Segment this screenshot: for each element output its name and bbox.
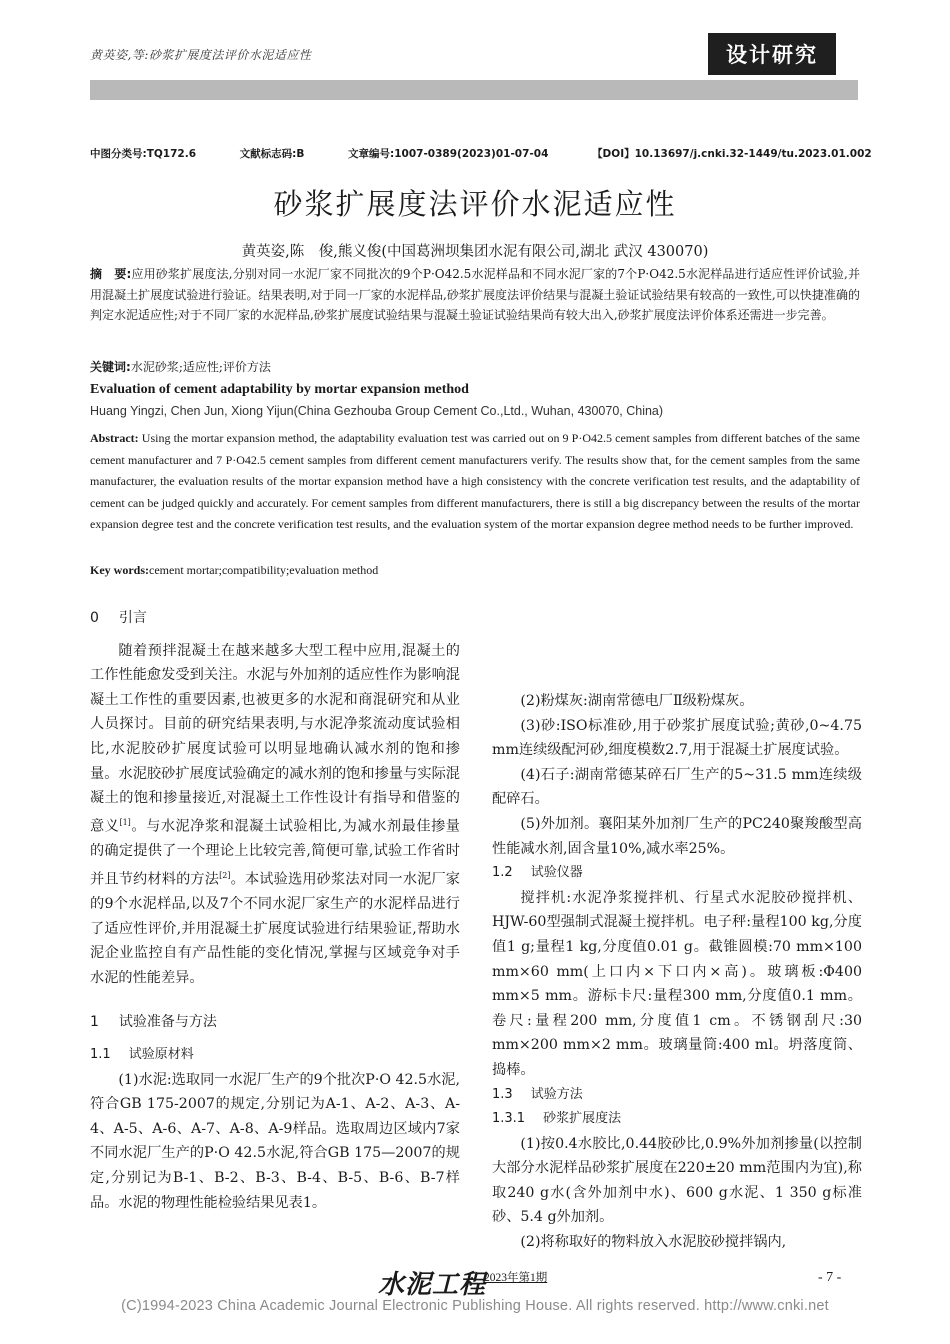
subsection-heading: 1.2 试验仪器 <box>492 865 583 881</box>
subsection-heading: 1.3.1 砂浆扩展度法 <box>492 1111 622 1127</box>
english-authors: Huang Yingzi, Chen Jun, Xiong Yijun(China Gezhouba Group Cement Co.,Ltd., Wuhan, 430070, China) <box>90 404 664 418</box>
citation: [1] <box>119 817 131 827</box>
paper-title: 砂浆扩展度法评价水泥适应性 <box>273 187 677 221</box>
section-tag: 设计研究 <box>708 33 836 75</box>
body-right-column <box>492 591 862 1255</box>
paragraph: (3)砂:ISO标准砂,用于砂浆扩展度试验;黄砂,0~4.75 mm连续级配河砂,细度模数2.7,用于混凝土扩展度试验。 <box>492 717 862 759</box>
keywords-text: 水泥砂浆;适应性;评价方法 <box>130 360 271 374</box>
subsection-heading: 1.3 试验方法 <box>492 1086 583 1102</box>
copyright-notice: (C)1994-2023 China Academic Journal Electronic Publishing House. All rights reserved. http://www.cnki.net <box>121 1298 829 1314</box>
section-heading: 1 试验准备与方法 <box>90 1014 217 1031</box>
section-heading: 0 引言 <box>90 610 147 626</box>
paragraph: (2)粉煤灰:湖南常德电厂Ⅱ级粉煤灰。 <box>520 693 754 709</box>
issue-label: 2023年第1期 <box>484 1272 548 1284</box>
header-bar <box>90 80 858 100</box>
paragraph: (1)水泥:选取同一水泥厂生产的9个批次P·O 42.5水泥,符合GB 175-2007的规定,分别记为A-1、A-2、A-3、A-4、A-5、A-6、A-7、A-8、A-9样品。选取周边区域内7家不同水泥厂生产的P·O 42.5水泥,符合GB 175—2007的规定,分别记为B-1、B-2、B-3、B-4、B-5、B-6、B-7样品。水泥的物理性能检验结果见表1。 <box>90 1071 460 1211</box>
paragraph: (4)石子:湖南常德某碎石厂生产的5~31.5 mm连续级配碎石。 <box>492 766 862 808</box>
abstract-label: 摘 要: <box>90 267 132 281</box>
subsection-heading: 1.1 试验原材料 <box>90 1046 194 1062</box>
paragraph: (1)按0.4水胶比,0.44胶砂比,0.9%外加剂掺量(以控制大部分水泥样品砂浆扩展度在220±20 mm范围内为宜),称取240 g水(含外加剂中水)、600 g水泥、1 350 g标准砂、5.4 g外加剂。 <box>492 1135 862 1226</box>
page-number: - 7 - <box>818 1270 842 1285</box>
paragraph: 随着预拌混凝土在越来越多大型工程中应用,混凝土的工作性能愈发受到关注。水泥与外加剂的适应性作为影响混凝土工作性的重要因素,也被更多的水泥和商混研究和从业人员探讨。目前的研究结果表明,与水泥净浆流动度试验相比,水泥胶砂扩展度试验可以明显地确认减水剂的饱和掺量。水泥胶砂扩展度试验确定的减水剂的饱和掺量与实际混凝土的饱和掺量接近,对混凝土工作性设计有指导和借鉴的意义[1]。与水泥净浆和混凝土试验相比,为减水剂最佳掺量的确定提供了一个理论上比较完善,简便可靠,试验工作省时并且节约材料的方法[2]。本试验选用砂浆法对同一水泥厂家的9个水泥样品,以及7个不同水泥厂家生产的水泥样品进行了适应性评价,并用混凝土扩展度试验进行结果验证,帮助水泥企业监控自有产品性能的变化情况,掌握与区域竞争对手水泥的性能差异。 <box>90 642 460 986</box>
english-title: Evaluation of cement adaptability by mortar expansion method <box>90 382 469 397</box>
english-abstract <box>90 428 860 536</box>
chinese-abstract <box>90 264 860 326</box>
english-abstract-label: Abstract: <box>90 431 139 445</box>
paragraph: (2)将称取好的物料放入水泥胶砂搅拌锅内, <box>520 1234 787 1251</box>
english-keywords-text: cement mortar;compatibility;evaluation method <box>149 563 379 577</box>
doi: 【DOI】10.13697/j.cnki.32-1449/tu.2023.01.002 <box>592 148 872 160</box>
keywords-label: 关键词: <box>90 360 131 374</box>
classification-line <box>90 146 872 161</box>
paragraph: (5)外加剂。襄阳某外加剂厂生产的PC240聚羧酸型高性能减水剂,固含量10%,减水率25%。 <box>492 815 862 857</box>
journal-logo: 水泥工程 <box>378 1270 487 1300</box>
document-code: 文献标志码:B <box>239 148 305 160</box>
clc-number: 中图分类号:TQ172.6 <box>90 148 196 160</box>
english-keywords <box>90 563 860 578</box>
running-header: 黄英姿,等:砂浆扩展度法评价水泥适应性 <box>90 48 312 62</box>
english-keywords-label: Key words: <box>90 563 149 577</box>
paragraph: 搅拌机:水泥净浆搅拌机、行星式水泥胶砂搅拌机、HJW-60型强制式混凝土搅拌机。电子秤:量程100 kg,分度值1 g;量程1 kg,分度值0.01 g。截锥圆模:70 mm×100 mm×60 mm(上口内×下口内×高)。玻璃板:Φ400 mm×5 mm。游标卡尺:量程300 mm,分度值0.1 mm。卷尺:量程200 mm,分度值1 cm。不锈钢刮尺:30 mm×200 mm×2 mm。玻璃量筒:400 ml。坍落度筒、捣棒。 <box>492 889 862 1078</box>
chinese-keywords <box>90 358 860 375</box>
body-left-column <box>90 600 460 1215</box>
article-number: 文章编号:1007-0389(2023)01-07-04 <box>348 148 549 160</box>
citation: [2] <box>219 870 231 880</box>
english-abstract-text: Using the mortar expansion method, the adaptability evaluation test was carried out on 9 P·O42.5 cement samples from different batches of the same cement manufacturer and 7 P·O42.5 cement samples from different cement manufacturers verify. The results show that, for the cement samples from the same manufacturer, the evaluation results of the mortar expansion method have a high consistency with the concrete verification test results, and the adaptability of cement can be judged quickly and accurately. For cement samples from different manufacturers, there is still a big discrepancy between the results of the mortar expansion degree test and the concrete verification test results, and the evaluation system of the mortar expansion degree method needs to be further improved. <box>90 431 860 531</box>
abstract-text: 应用砂浆扩展度法,分别对同一水泥厂家不同批次的9个P·O42.5水泥样品和不同水泥厂家的7个P·O42.5水泥样品进行适应性评价试验,并用混凝土扩展度试验进行验证。结果表明,对于同一厂家的水泥样品,砂浆扩展度法评价结果与混凝土验证试验结果有较高的一致性,可以快捷准确的判定水泥适应性;对于不同厂家的水泥样品,砂浆扩展度试验结果与混凝土验证试验结果尚有较大出入,砂浆扩展度法评价体系还需进一步完善。 <box>90 267 860 322</box>
author-line: 黄英姿,陈 俊,熊义俊(中国葛洲坝集团水泥有限公司,湖北 武汉 430070) <box>241 244 709 260</box>
